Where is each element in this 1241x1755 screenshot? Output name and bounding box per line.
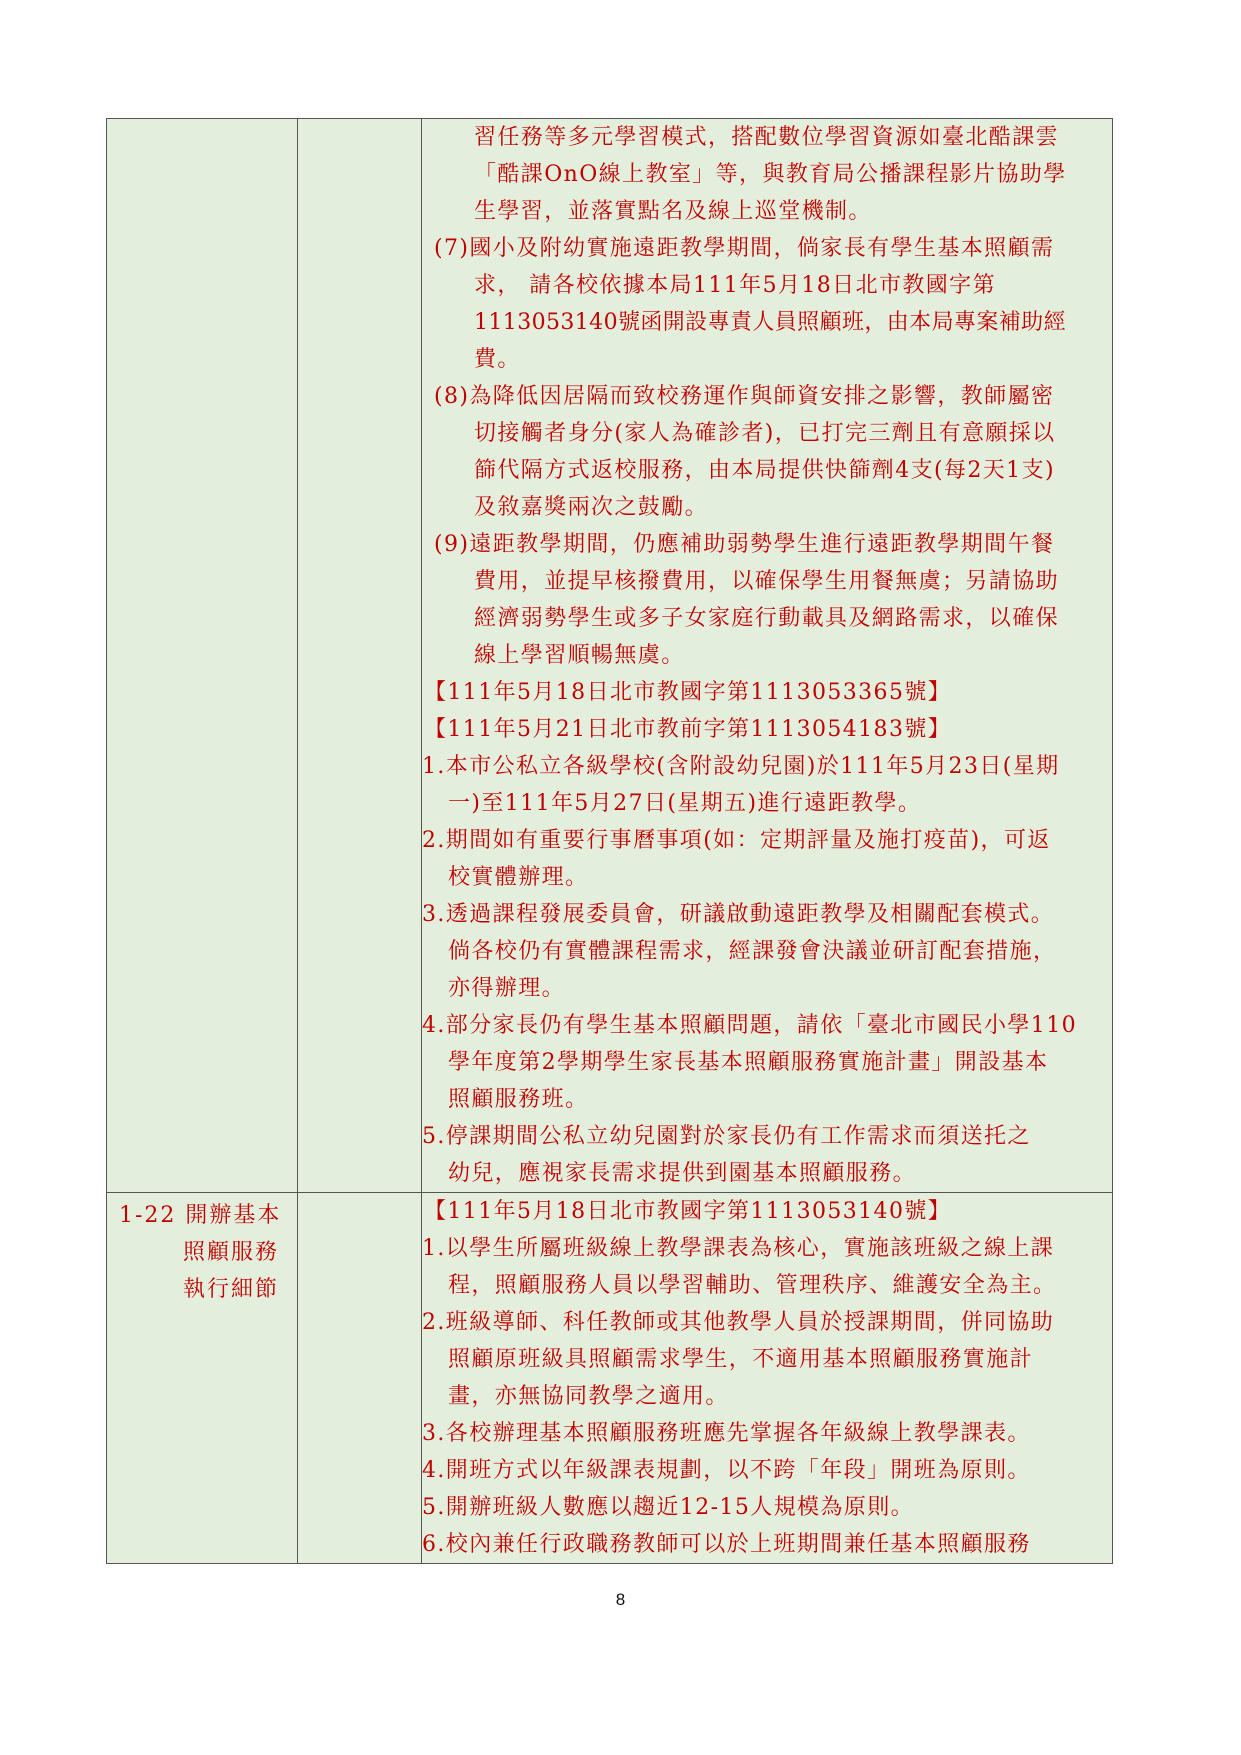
item-label-line: 照顧服務 [183,1240,280,1265]
table-row [107,1193,1113,1564]
content-line: 1.本市公私立各級學校(含附設幼兒園)於111年5月23日(星期 [422,754,1060,779]
content-line: 程，照顧服務人員以學習輔助、管理秩序、維護安全為主。 [448,1273,1057,1298]
table-row [107,119,1113,1193]
document-reference: 【111年5月18日北市教國字第1113053365號】 [424,680,952,705]
content-line: 5.開辦班級人數應以趨近12-15人規模為原則。 [422,1495,915,1520]
content-line: 線上學習順暢無虞。 [474,643,685,668]
content-line: 畫，亦無協同教學之適用。 [448,1384,729,1409]
page-number: 8 [615,1590,626,1609]
item-label-cell [107,1193,298,1564]
content-line: 習任務等多元學習模式，搭配數位學習資源如臺北酷課雲 [474,125,1060,150]
content-line: (8)為降低因居隔而致校務運作與師資安排之影響，教師屬密 [434,384,1055,409]
content-line: 2.期間如有重要行事曆事項(如：定期評量及施打疫苗)，可返 [422,828,1051,853]
document-table [106,118,1113,1564]
content-line: 照顧服務班。 [448,1087,589,1112]
content-line: 篩代隔方式返校服務，由本局提供快篩劑4支(每2天1支) [474,458,1055,483]
content-cell [422,1193,1113,1564]
content-line: 校實體辦理。 [448,865,589,890]
content-line: 3.透過課程發展委員會，研議啟動遠距教學及相關配套模式。 [422,902,1055,927]
content-line: 經濟弱勢學生或多子女家庭行動載具及網路需求，以確保 [474,606,1060,631]
content-line: 1.以學生所屬班級線上教學課表為核心，實施該班級之線上課 [422,1236,1055,1261]
content-line: 亦得辦理。 [448,976,566,1001]
content-line: 4.部分家長仍有學生基本照顧問題，請依「臺北市國民小學110 [422,1013,1077,1038]
content-line: 1113053140號函開設專責人員照顧班，由本局專案補助經 [474,310,1066,335]
content-line: 費用，並提早核撥費用，以確保學生用餐無虞；另請協助 [474,569,1060,594]
content-line: (9)遠距教學期間，仍應補助弱勢學生進行遠距教學期間午餐 [434,532,1055,557]
responsible-cell [298,1193,422,1564]
content-line: 求， 請各校依據本局111年5月18日北市教國字第 [474,273,996,298]
document-reference: 【111年5月21日北市教前字第1113054183號】 [424,717,952,742]
content-line: 倘各校仍有實體課程需求，經課發會決議並研訂配套措施， [448,939,1057,964]
content-line: 生學習，並落實點名及線上巡堂機制。 [474,199,872,224]
content-line: 照顧原班級具照顧需求學生，不適用基本照顧服務實施計 [448,1347,1034,1372]
item-label-line: 執行細節 [183,1277,280,1302]
content-line: 幼兒，應視家長需求提供到園基本照顧服務。 [448,1161,917,1186]
content-line: (7)國小及附幼實施遠距教學期間，倘家長有學生基本照顧需 [434,236,1055,261]
content-cell [422,119,1113,1193]
content-line: 6.校內兼任行政職務教師可以於上班期間兼任基本照顧服務 [422,1532,1031,1557]
content-line: 4.開班方式以年級課表規劃，以不跨「年段」開班為原則。 [422,1458,1031,1483]
document-reference: 【111年5月18日北市教國字第1113053140號】 [424,1199,952,1224]
responsible-cell [298,119,422,1193]
item-label-cell [107,119,298,1193]
content-line: 3.各校辦理基本照顧服務班應先掌握各年級線上教學課表。 [422,1421,1031,1446]
item-label-line: 1-22 開辦基本 [119,1203,282,1228]
content-line: 及敘嘉獎兩次之鼓勵。 [474,495,709,520]
content-line: 費。 [474,347,521,372]
content-line: 切接觸者身分(家人為確診者)，已打完三劑且有意願採以 [474,421,1056,446]
content-line: 一)至111年5月27日(星期五)進行遠距教學。 [448,791,922,816]
content-line: 5.停課期間公私立幼兒園對於家長仍有工作需求而須送托之 [422,1124,1031,1149]
content-line: 「酷課OnO線上教室」等，與教育局公播課程影片協助學 [474,162,1067,187]
content-line: 學年度第2學期學生家長基本照顧服務實施計畫」開設基本 [448,1050,1049,1075]
content-line: 2.班級導師、科任教師或其他教學人員於授課期間，併同協助 [422,1310,1055,1335]
